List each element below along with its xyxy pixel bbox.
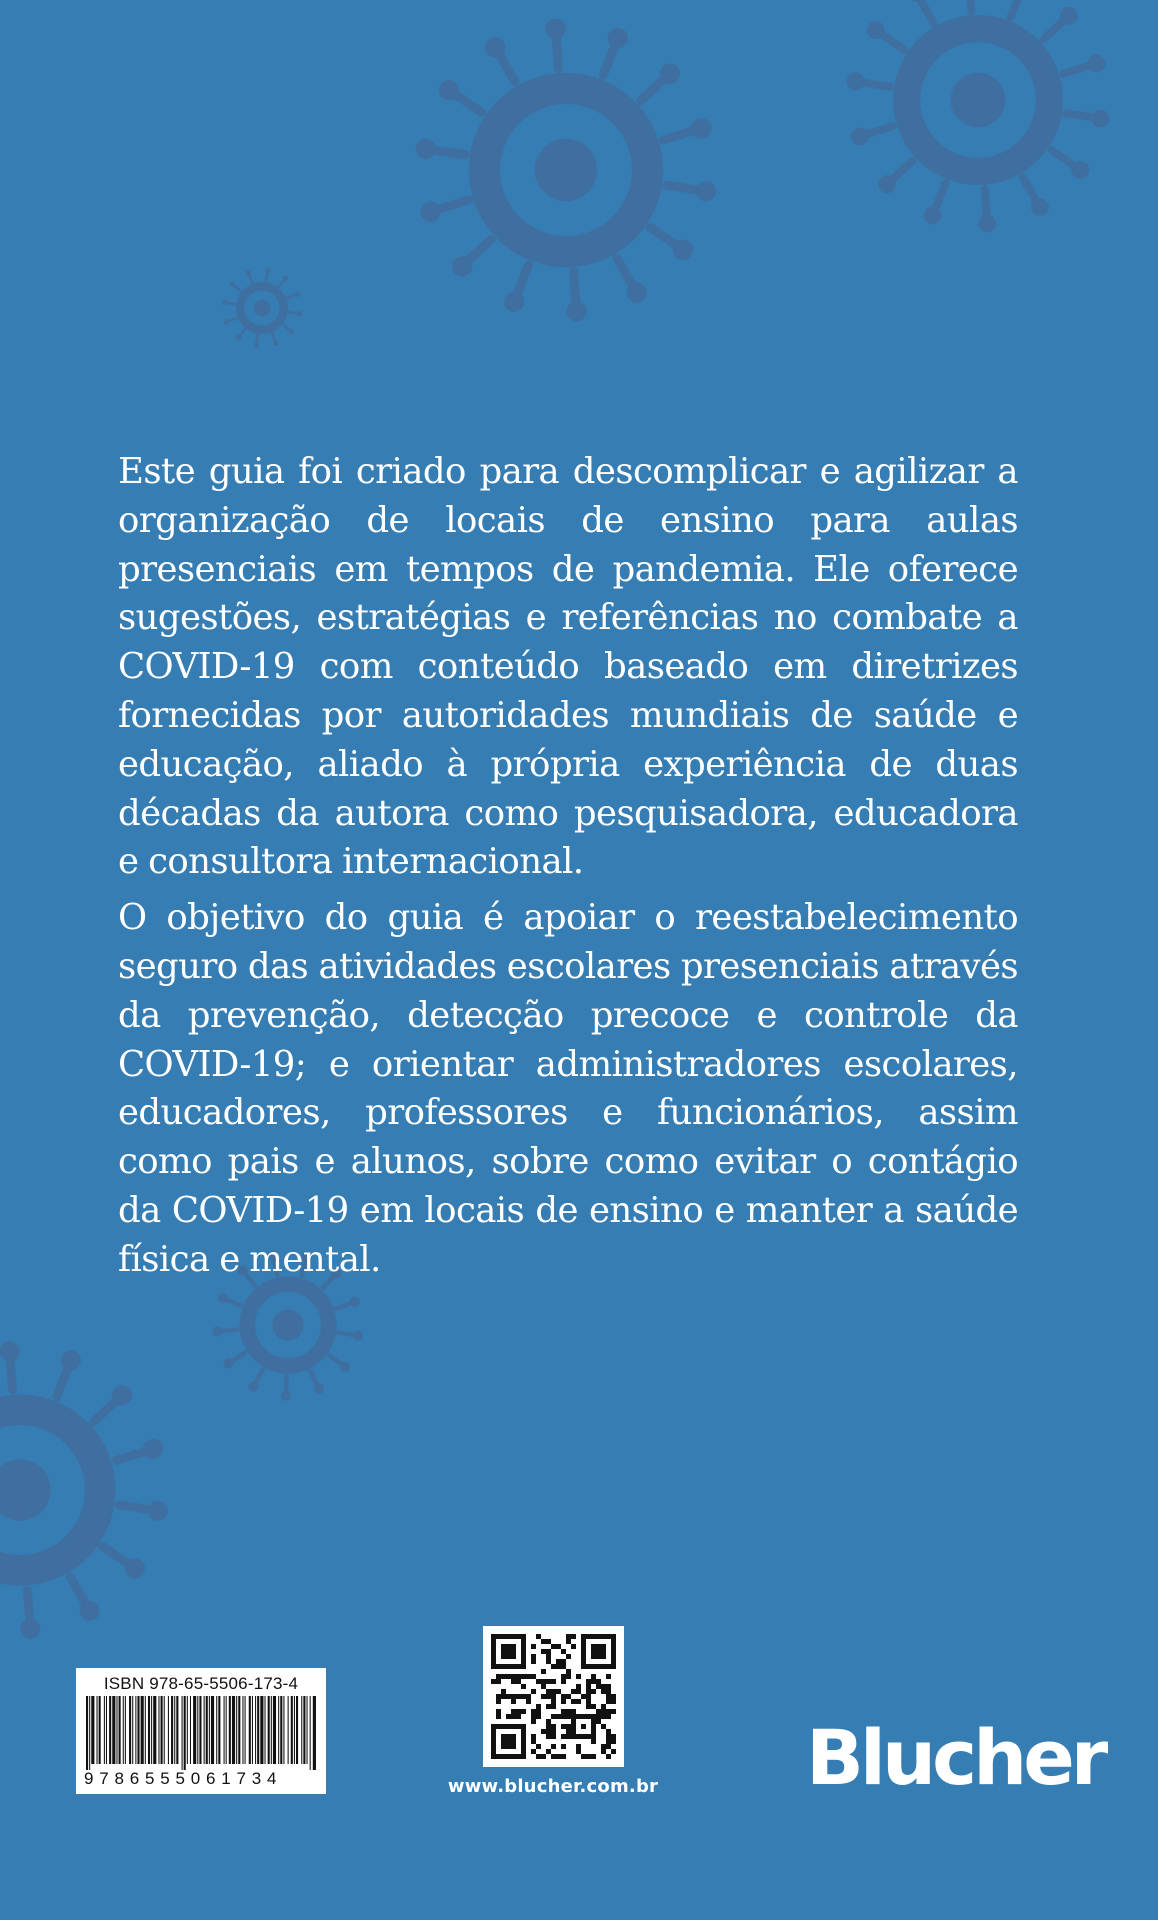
back-cover-blurb — [118, 448, 1018, 1292]
virus-icon-bottom-left — [0, 1341, 168, 1639]
isbn-barcode-box — [76, 1668, 326, 1794]
qr-code — [483, 1626, 624, 1767]
blurb-paragraph-1: Este guia foi criado para descomplicar e agilizar a organização de locais de ensino para aulas presenciais em tempos de pandemia. Ele oferece sugestões, estratégias e referências no combate a COVID-19 com conteúdo baseado em diretrizes fornecidas por autoridades mundiais de saúde e educação, aliado à própria experiência de duas décadas da autora como pesquisadora, educadora e consultora internacional. — [118, 451, 1018, 883]
publisher-logo: Blucher — [806, 1713, 1105, 1802]
isbn-barcode-digits: 9786555061734 — [84, 1769, 283, 1788]
blurb-paragraph-2: O objetivo do guia é apoiar o reestabelecimento seguro das atividades escolares presenciais através da prevenção, detecção precoce e controle da COVID-19; e orientar administradores escolares, educadores, professores e funcionários, assim como pais e alunos, sobre como evitar o contágio da COVID-19 em locais de ensino e manter a saúde física e mental. — [118, 897, 1018, 1280]
virus-icon-small-left — [222, 268, 302, 348]
virus-icon-top-center — [416, 19, 716, 322]
qr-code-icon — [491, 1634, 616, 1759]
virus-icon-top-right — [847, 0, 1110, 232]
publisher-website: www.blucher.com.br — [447, 1776, 659, 1797]
isbn-label: ISBN 978-65-5506-173-4 — [103, 1674, 299, 1693]
barcode-icon — [84, 1696, 318, 1770]
